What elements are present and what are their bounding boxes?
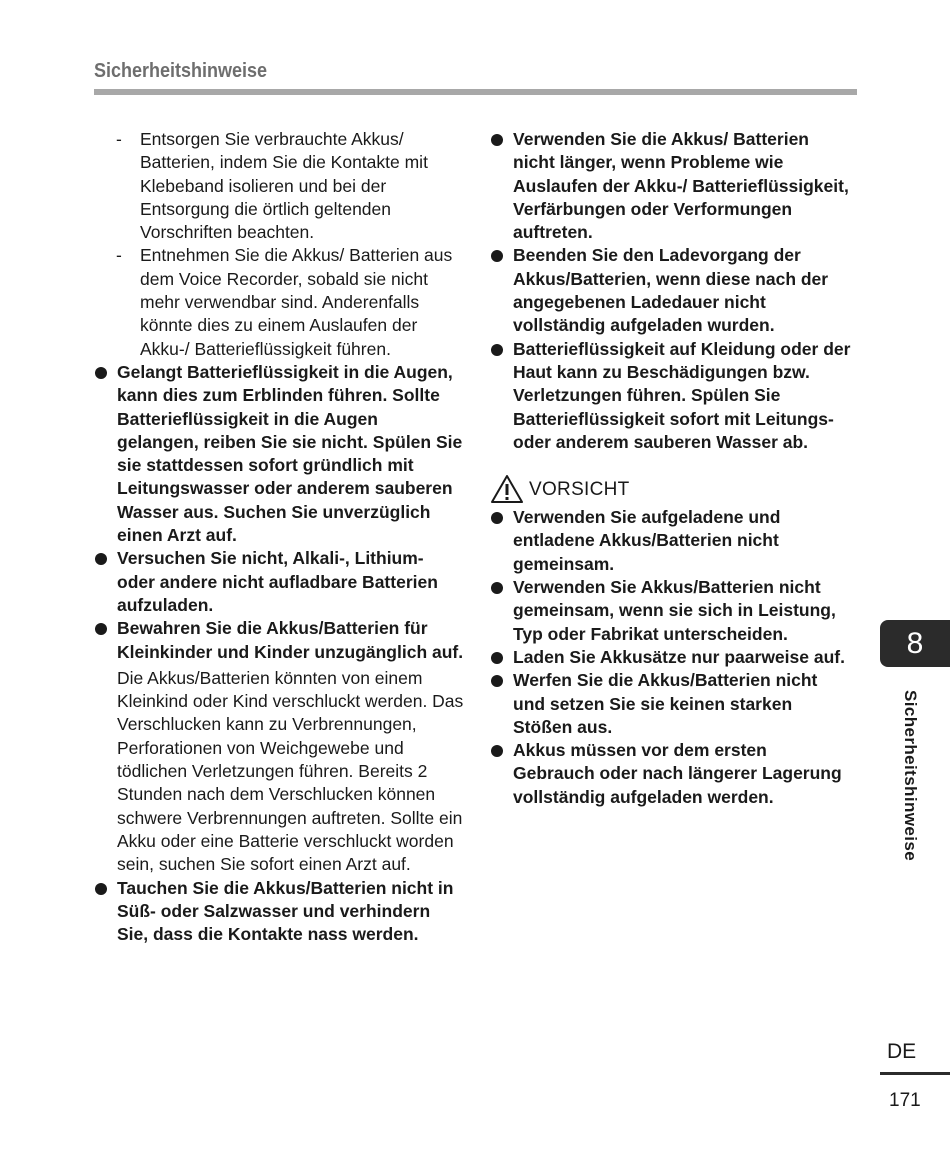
chapter-number: 8	[906, 626, 924, 660]
bullet-dot-icon	[95, 367, 107, 379]
bullet-dot-icon	[491, 512, 503, 524]
bullet-dot-icon	[491, 344, 503, 356]
bullet-item	[490, 128, 852, 244]
page-number: 171	[889, 1090, 921, 1111]
bullet-dot-icon	[491, 250, 503, 262]
bullet-text: Gelangt Batterieflüssigkeit in die Augen, kann dies zum Erblinden führen. Sollte Batterieflüssigkeit in die Augen gelangen, reiben Sie sie nicht. Spülen Sie sie stattdessen sofort gründlich mit Leitungswasser oder anderem sauberen Wasser aus. Suchen Sie unverzüglich einen Arzt auf.	[117, 361, 463, 546]
bullet-text: Versuchen Sie nicht, Alkali-, Lithium- oder andere nicht aufladbare Batterien aufzuladen.	[117, 548, 438, 615]
caution-heading-text: VORSICHT	[529, 478, 630, 500]
bullet-text: Tauchen Sie die Akkus/Batterien nicht in Süß- oder Salzwasser und verhindern Sie, dass die Kontakte nass werden.	[117, 877, 454, 945]
bullet-item	[94, 547, 464, 617]
right-column	[490, 128, 852, 809]
dash-item-text: Entnehmen Sie die Akkus/ Batterien aus dem Voice Recorder, sobald sie nicht mehr verwendbar sind. Anderenfalls könnte dies zu einem Auslaufen der Akku-/ Batterieflüssigkeit führen.	[140, 245, 453, 359]
language-code: DE	[887, 1040, 917, 1063]
caution-bullet-item	[490, 646, 852, 669]
bullet-text: Beenden Sie den Ladevorgang der Akkus/Batterien, wenn diese nach der angegebenen Ladedauer nicht vollständig aufgeladen wurden.	[513, 245, 829, 336]
bullet-dot-icon	[491, 134, 503, 146]
bullet-dot-icon	[491, 652, 503, 664]
caution-bullet-item	[490, 576, 852, 646]
bullet-text: Verwenden Sie die Akkus/ Batterien nicht länger, wenn Probleme wie Auslaufen der Akku-/ Batterieflüssigkeit, Verfärbungen oder Verformungen auftreten.	[513, 129, 849, 243]
left-column	[94, 128, 464, 946]
bullet-dot-icon	[491, 675, 503, 687]
bullet-dot-icon	[95, 623, 107, 635]
header-rule	[94, 89, 857, 95]
page-header-title: Sicherheitshinweise	[94, 60, 268, 82]
bullet-text: Bewahren Sie die Akkus/Batterien für Kleinkinder und Kinder unzugänglich auf.	[117, 618, 464, 662]
dash-marker: -	[116, 245, 122, 266]
dash-item-text: Entsorgen Sie verbrauchte Akkus/ Batterien, indem Sie die Kontakte mit Klebeband isolieren und bei der Entsorgung die örtlich geltenden Vorschriften beachten.	[140, 129, 428, 243]
caution-heading	[490, 474, 852, 504]
bullet-item	[94, 361, 464, 547]
bullet-text: Verwenden Sie Akkus/Batterien nicht gemeinsam, wenn sie sich in Leistung, Typ oder Fabrikat unterscheiden.	[513, 577, 836, 644]
bullet-dot-icon	[491, 745, 503, 757]
bullet-item	[490, 338, 852, 454]
bullet-text: Werfen Sie die Akkus/Batterien nicht und setzen Sie sie keinen starken Stößen aus.	[513, 670, 818, 737]
bullet-dot-icon	[491, 582, 503, 594]
child-warning-paragraph: Die Akkus/Batterien könnten von einem Kleinkind oder Kind verschluckt werden. Das Verschlucken kann zu Verbrennungen, Perforationen von Weichgewebe und tödlichen Verletzungen führen. Bereits 2 Stunden nach dem Verschlucken können schwere Verbrennungen auftreten. Sollte ein Akku oder eine Batterie verschluckt worden sein, suchen Sie sofort einen Arzt auf.	[117, 667, 464, 875]
bullet-item	[94, 877, 464, 947]
bullet-dot-icon	[95, 883, 107, 895]
caution-bullet-item	[490, 739, 852, 809]
dash-item	[94, 128, 464, 244]
chapter-side-label: Sicherheitshinweise	[901, 690, 920, 862]
caution-bullet-item	[490, 506, 852, 576]
bullet-dot-icon	[95, 553, 107, 565]
caution-bullet-item	[490, 669, 852, 739]
bullet-text: Akkus müssen vor dem ersten Gebrauch oder nach längerer Lagerung vollständig aufgeladen werden.	[513, 740, 842, 807]
bullet-item	[94, 617, 464, 664]
bullet-text: Batterieflüssigkeit auf Kleidung oder der Haut kann zu Beschädigungen bzw. Verletzungen führen. Spülen Sie Batterieflüssigkeit sofort mit Leitungs- oder anderem sauberen Wasser ab.	[513, 338, 851, 452]
bullet-text: Verwenden Sie aufgeladene und entladene Akkus/Batterien nicht gemeinsam.	[513, 507, 781, 574]
language-rule	[880, 1072, 950, 1075]
warning-triangle-icon	[490, 474, 524, 504]
chapter-tab	[880, 620, 950, 667]
dash-marker: -	[116, 129, 122, 149]
bullet-text: Laden Sie Akkusätze nur paarweise auf.	[513, 646, 845, 667]
bullet-item	[490, 244, 852, 337]
dash-item	[94, 244, 464, 360]
